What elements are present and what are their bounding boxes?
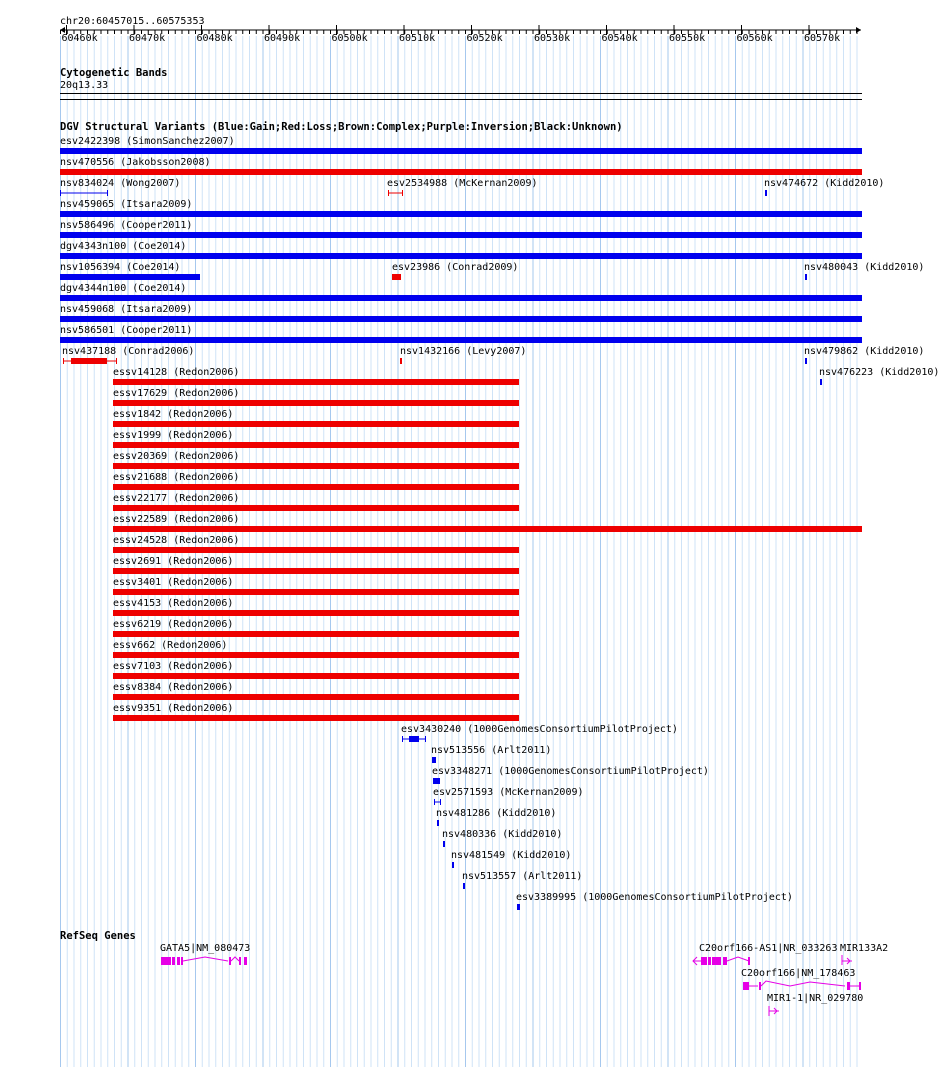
variant-label[interactable]: nsv470556 (Jakobsson2008) [60, 157, 211, 168]
variant-block [409, 736, 419, 742]
variant-label[interactable]: essv14128 (Redon2006) [113, 367, 240, 378]
variant-feature [113, 379, 519, 385]
variant-label[interactable]: essv1842 (Redon2006) [113, 409, 234, 420]
variant-label[interactable]: nsv834024 (Wong2007) [60, 178, 181, 189]
variant-label[interactable]: nsv476223 (Kidd2010) [819, 367, 939, 378]
variant-tick [437, 820, 439, 826]
variant-bar [113, 421, 519, 427]
variant-bar [60, 232, 862, 238]
variant-bar [113, 715, 519, 721]
variant-bar [432, 757, 436, 763]
variant-bar [113, 442, 519, 448]
variant-feature [113, 463, 519, 469]
variant-feature [113, 715, 519, 721]
variant-label[interactable]: essv1999 (Redon2006) [113, 430, 234, 441]
variant-label[interactable]: essv24528 (Redon2006) [113, 535, 240, 546]
ruler-tick-label: 60460k [61, 33, 98, 44]
variant-label[interactable]: essv3401 (Redon2006) [113, 577, 234, 588]
variant-label[interactable]: essv22589 (Redon2006) [113, 514, 240, 525]
variant-label[interactable]: nsv479862 (Kidd2010) [804, 346, 925, 357]
variant-feature [60, 190, 108, 196]
variant-label[interactable]: essv17629 (Redon2006) [113, 388, 240, 399]
variant-label[interactable]: essv9351 (Redon2006) [113, 703, 234, 714]
variant-label[interactable]: esv2571593 (McKernan2009) [433, 787, 584, 798]
ruler-tick-label: 60540k [601, 33, 638, 44]
cytoband-label: 20q13.33 [60, 80, 109, 91]
variant-bar [113, 463, 519, 469]
variant-feature [805, 358, 807, 364]
variant-bar [433, 778, 440, 784]
variant-label[interactable]: nsv586501 (Cooper2011) [60, 325, 193, 336]
cytoband-track-title[interactable]: Cytogenetic Bands [60, 67, 168, 79]
variant-label[interactable]: esv2534988 (McKernan2009) [387, 178, 538, 189]
gene-label[interactable]: MIR1-1|NR_029780 [767, 993, 864, 1004]
variant-label[interactable]: essv20369 (Redon2006) [113, 451, 240, 462]
variant-feature [820, 379, 822, 385]
variant-label[interactable]: essv2691 (Redon2006) [113, 556, 234, 567]
variant-feature [113, 631, 519, 637]
variant-feature [437, 820, 439, 826]
variant-bar [392, 274, 401, 280]
variant-block [71, 358, 107, 364]
variant-bar [113, 526, 862, 532]
variant-bar [60, 274, 200, 280]
variant-feature [463, 883, 465, 889]
variant-bar [113, 673, 519, 679]
variant-bar [60, 337, 862, 343]
variant-tick [443, 841, 445, 847]
variant-label[interactable]: esv3389995 (1000GenomesConsortiumPilotProject) [516, 892, 793, 903]
variant-label[interactable]: nsv474672 (Kidd2010) [764, 178, 885, 189]
variant-feature [60, 169, 862, 175]
variant-feature [517, 904, 520, 910]
variant-tick [463, 883, 465, 889]
variant-tick [400, 358, 402, 364]
variant-feature [443, 841, 445, 847]
refseq-track-title[interactable]: RefSeq Genes [60, 930, 136, 942]
variant-bar [60, 148, 862, 154]
variant-tick [805, 274, 807, 280]
variant-feature [113, 400, 519, 406]
variant-bar [60, 169, 862, 175]
variant-feature [60, 316, 862, 322]
variant-tick [805, 358, 807, 364]
variant-feature [113, 652, 519, 658]
variant-feature [60, 337, 862, 343]
variant-label[interactable]: nsv480043 (Kidd2010) [804, 262, 925, 273]
variant-bar [113, 631, 519, 637]
variant-feature [433, 778, 440, 784]
variant-feature [113, 610, 519, 616]
variant-feature [400, 358, 402, 364]
variant-feature [113, 673, 519, 679]
variant-label[interactable]: nsv481549 (Kidd2010) [451, 850, 572, 861]
ruler-tick-label: 60490k [264, 33, 301, 44]
variant-feature [60, 274, 200, 280]
variant-feature [765, 190, 767, 196]
variant-bar [113, 400, 519, 406]
variant-feature [392, 274, 401, 280]
variant-feature [113, 526, 862, 532]
variant-label[interactable]: nsv480336 (Kidd2010) [442, 829, 563, 840]
ruler-tick-label: 60560k [736, 33, 773, 44]
gene-label[interactable]: C20orf166-AS1|NR_033263 [699, 943, 838, 954]
variant-label[interactable]: essv4153 (Redon2006) [113, 598, 234, 609]
variant-bar [113, 484, 519, 490]
ruler-tick-label: 60510k [399, 33, 436, 44]
variant-feature [60, 148, 862, 154]
variant-label[interactable]: nsv513556 (Arlt2011) [431, 745, 552, 756]
variant-label[interactable]: nsv1056394 (Coe2014) [60, 262, 181, 273]
variant-label[interactable]: nsv513557 (Arlt2011) [462, 871, 583, 882]
variant-feature [60, 253, 862, 259]
variant-feature [452, 862, 454, 868]
ruler-tick-label: 60500k [331, 33, 368, 44]
variant-label[interactable]: nsv586496 (Cooper2011) [60, 220, 193, 231]
variant-feature [388, 190, 403, 196]
variant-bar [113, 568, 519, 574]
ruler-tick-label: 60570k [804, 33, 841, 44]
ruler-tick-label: 60530k [534, 33, 571, 44]
variant-tick [765, 190, 767, 196]
variant-feature [113, 589, 519, 595]
variant-feature [113, 547, 519, 553]
variant-feature [63, 358, 117, 364]
variant-feature [60, 211, 862, 217]
variant-label[interactable]: nsv1432166 (Levy2007) [400, 346, 527, 357]
variant-label[interactable]: essv662 (Redon2006) [113, 640, 228, 651]
variant-label[interactable]: essv8384 (Redon2006) [113, 682, 234, 693]
variant-label[interactable]: essv6219 (Redon2006) [113, 619, 234, 630]
dgv-track-title[interactable]: DGV Structural Variants (Blue:Gain;Red:Loss;Brown:Complex;Purple:Inversion;Black:Unknown) [60, 121, 623, 133]
variant-label[interactable]: nsv459068 (Itsara2009) [60, 304, 193, 315]
variant-label[interactable]: esv2422398 (SimonSanchez2007) [60, 136, 235, 147]
variant-feature [434, 799, 441, 805]
variant-feature [113, 505, 519, 511]
variant-tick [452, 862, 454, 868]
variant-label[interactable]: nsv459065 (Itsara2009) [60, 199, 193, 210]
variant-tick [820, 379, 822, 385]
variant-feature [113, 568, 519, 574]
variant-label[interactable]: essv21688 (Redon2006) [113, 472, 240, 483]
variant-feature [113, 421, 519, 427]
variant-bar [113, 589, 519, 595]
variant-feature [402, 736, 426, 742]
variant-bar [113, 652, 519, 658]
region-label: chr20:60457015..60575353 [60, 16, 205, 27]
variant-bar [60, 295, 862, 301]
ruler-tick-label: 60520k [466, 33, 503, 44]
variant-label[interactable]: essv22177 (Redon2006) [113, 493, 240, 504]
variant-tick [517, 904, 520, 910]
variant-label[interactable]: esv3348271 (1000GenomesConsortiumPilotProject) [432, 766, 709, 777]
variant-feature [113, 694, 519, 700]
variant-label[interactable]: nsv481286 (Kidd2010) [436, 808, 557, 819]
variant-feature [113, 484, 519, 490]
variant-label[interactable]: dgv4343n100 (Coe2014) [60, 241, 187, 252]
variant-feature [805, 274, 807, 280]
variant-bar [60, 211, 862, 217]
gene-label[interactable]: GATA5|NM_080473 [160, 943, 251, 954]
ruler-tick-label: 60470k [129, 33, 166, 44]
variant-feature [113, 442, 519, 448]
ruler-tick-label: 60550k [669, 33, 706, 44]
variant-feature [60, 232, 862, 238]
gene-label[interactable]: C20orf166|NM_178463 [741, 968, 856, 979]
ruler-tick-label: 60480k [196, 33, 233, 44]
variant-label[interactable]: essv7103 (Redon2006) [113, 661, 234, 672]
variant-feature [60, 295, 862, 301]
variant-bar [113, 610, 519, 616]
variant-feature [432, 757, 436, 763]
variant-bar [113, 694, 519, 700]
variant-bar [113, 505, 519, 511]
variant-bar [60, 316, 862, 322]
variant-bar [113, 547, 519, 553]
variant-label[interactable]: esv23986 (Conrad2009) [392, 262, 519, 273]
variant-label[interactable]: dgv4344n100 (Coe2014) [60, 283, 187, 294]
gene-label[interactable]: MIR133A2 [840, 943, 889, 954]
variant-label[interactable]: esv3430240 (1000GenomesConsortiumPilotProject) [401, 724, 678, 735]
variant-bar [113, 379, 519, 385]
variant-bar [60, 253, 862, 259]
variant-label[interactable]: nsv437188 (Conrad2006) [62, 346, 195, 357]
